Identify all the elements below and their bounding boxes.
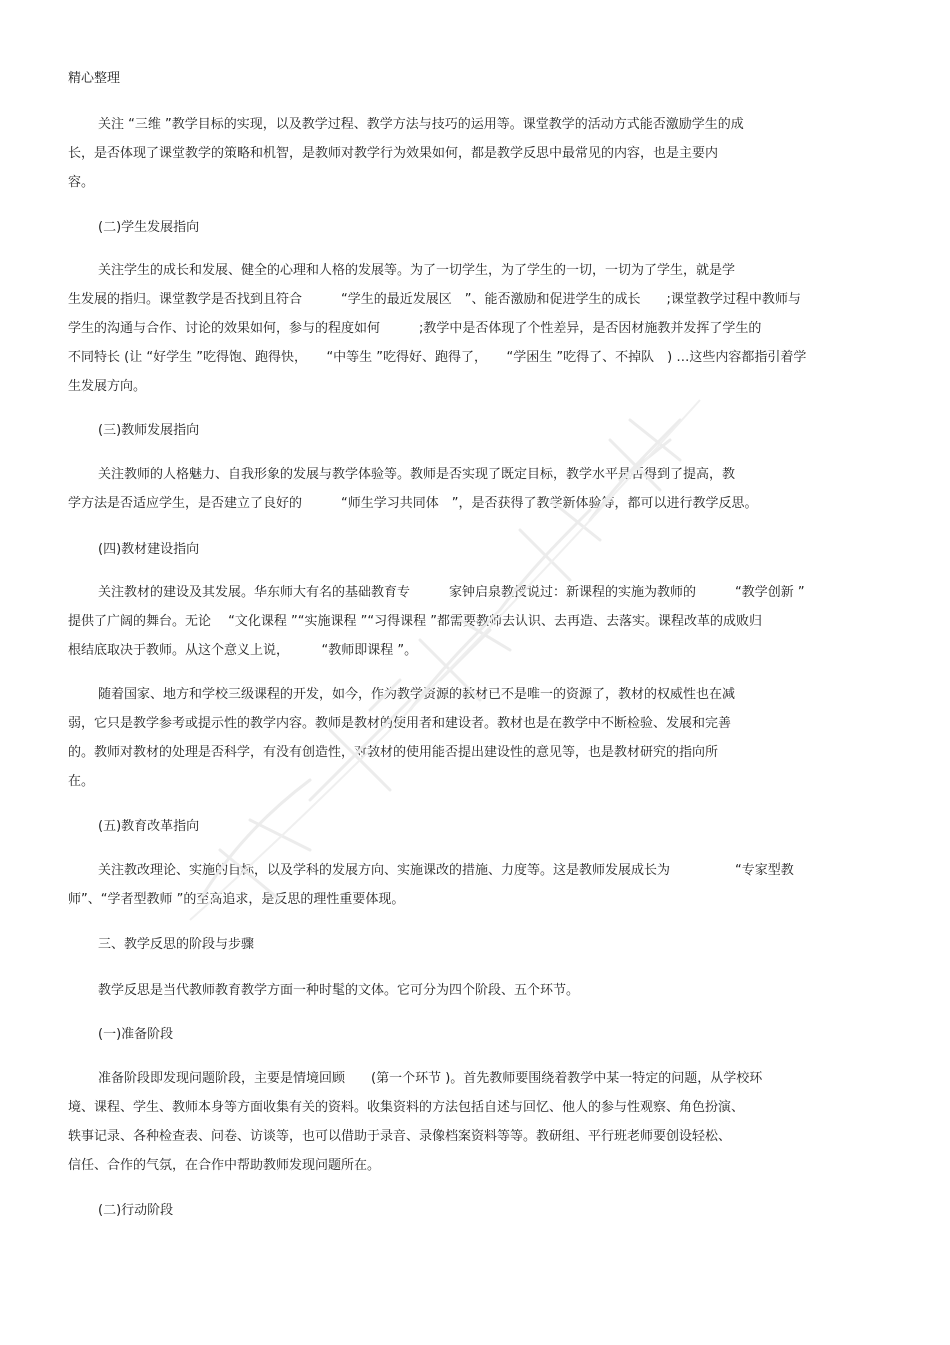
text-line: 关注教材的建设及其发展。华东师大有名的基础教育专 家钟启泉教授说过：新课程的实施为教师的 “教学创新 ” [98, 585, 805, 600]
text-line: 学生的沟通与合作、讨论的效果如何，参与的程度如何 ;教学中是否体现了个性差异，是否因材施教并发挥了学生的 [68, 321, 762, 336]
text-line: 关注 “三维 ”教学目标的实现，以及教学过程、教学方法与技巧的运用等。课堂教学的活动方式能否激励学生的成 [98, 117, 744, 132]
text-line: 学方法是否适应学生，是否建立了良好的 “师生学习共同体 ”，是否获得了教学新体验等，都可以进行教学反思。 [68, 496, 758, 511]
text-line: 随着国家、地方和学校三级课程的开发，如今，作为教学资源的教材已不是唯一的资源了，教材的权威性也在减 [98, 687, 736, 702]
text-line: 信任、合作的气氛，在合作中帮助教师发现问题所在。 [68, 1158, 381, 1173]
watermark-graphic [160, 380, 720, 940]
text-line: 关注学生的成长和发展、健全的心理和人格的发展等。为了一切学生，为了学生的一切，一切为了学生，就是学 [98, 263, 736, 278]
section-heading: (二)学生发展指向 [98, 220, 200, 235]
section-heading: (一)准备阶段 [98, 1027, 174, 1042]
text-line: 长，是否体现了课堂教学的策略和机智，是教师对教学行为效果如何，都是教学反思中最常见的内容，也是主要内 [68, 146, 719, 161]
section-heading: 三、教学反思的阶段与步骤 [98, 937, 255, 952]
text-line: 轶事记录、各种检查表、问卷、访谈等，也可以借助于录音、录像档案资料等等。教研组、平行班老师要创设轻松、 [68, 1129, 732, 1144]
text-line: 的。教师对教材的处理是否科学，有没有创造性，对教材的使用能否提出建设性的意见等，也是教材研究的指向所 [68, 745, 719, 760]
text-line: 生发展方向。 [68, 379, 147, 394]
section-heading: (三)教师发展指向 [98, 423, 200, 438]
text-line: 容。 [68, 175, 95, 190]
header-title: 精心整理 [68, 71, 121, 86]
text-line: 关注教师的人格魅力、自我形象的发展与教学体验等。教师是否实现了既定目标，教学水平是否得到了提高，教 [98, 467, 736, 482]
section-heading: (五)教育改革指向 [98, 819, 200, 834]
text-line: 弱，它只是教学参考或提示性的教学内容。教师是教材的使用者和建设者。教材也是在教学中不断检验、发展和完善 [68, 716, 732, 731]
text-line: 教学反思是当代教师教育教学方面一种时髦的文体。它可分为四个阶段、五个环节。 [98, 983, 580, 998]
text-line: 在。 [68, 774, 95, 789]
text-line: 提供了广阔的舞台。无论 “文化课程 ”“实施课程 ”“习得课程 ”都需要教师去认识、去再造、去落实。课程改革的成败归 [68, 614, 762, 629]
text-line: 生发展的指归。课堂教学是否找到且符合 “学生的最近发展区 ”、能否激励和促进学生的成长 ;课堂教学过程中教师与 [68, 292, 801, 307]
text-line: 师”、“学者型教师 ”的至高追求，是反思的理性重要体现。 [68, 892, 405, 907]
text-line: 境、课程、学生、教师本身等方面收集有关的资料。收集资料的方法包括自述与回忆、他人的参与性观察、角色扮演、 [68, 1100, 745, 1115]
section-heading: (二)行动阶段 [98, 1203, 174, 1218]
text-line: 根结底取决于教师。从这个意义上说， “教师即课程 ”。 [68, 643, 418, 658]
text-line: 关注教改理论、实施的目标，以及学科的发展方向、实施课改的措施、力度等。这是教师发展成长为 “专家型教 [98, 863, 794, 878]
text-line: 准备阶段即发现问题阶段，主要是情境回顾 (第一个环节 )。首先教师要围绕着教学中某一特定的问题，从学校环 [98, 1071, 763, 1086]
text-line: 不同特长 (让 “好学生 ”吃得饱、跑得快， “中等生 ”吃得好、跑得了， “学困生 ”吃得了、不掉队 ) …这些内容都指引着学 [68, 350, 807, 365]
section-heading: (四)教材建设指向 [98, 542, 200, 557]
